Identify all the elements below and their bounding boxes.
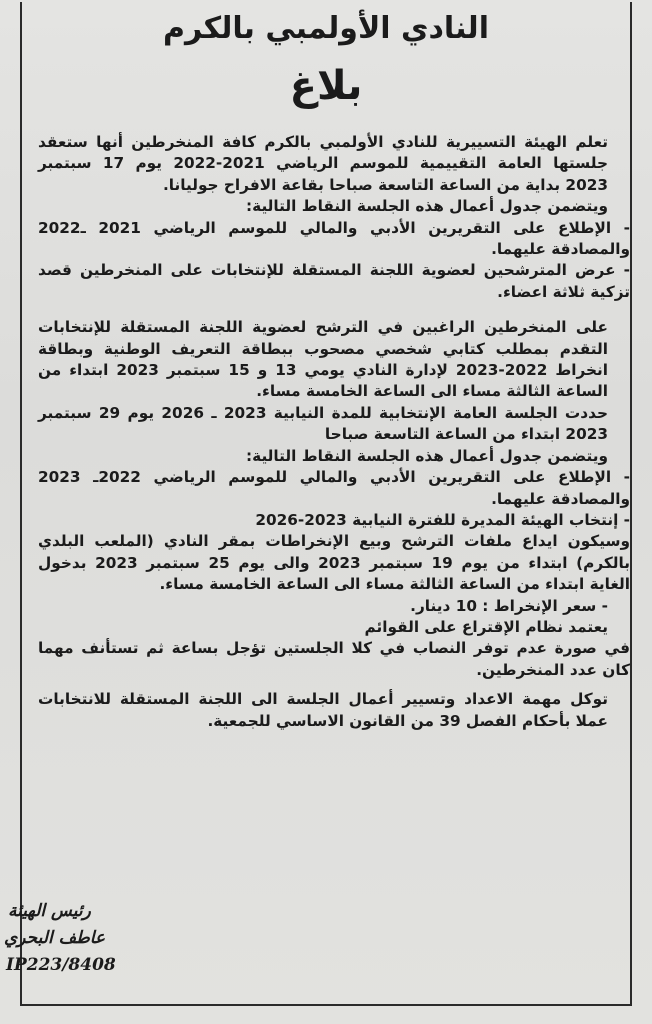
signature-block [0, 898, 120, 979]
agenda-item: - الإطلاع على التقريرين الأدبي والمالي للموسم الرياضي 2022ـ 2023 والمصادقة عليهما. [38, 468, 630, 508]
notice-header [0, 6, 652, 116]
paragraph-election-meeting: حددت الجلسة العامة الإنتخابية للمدة النيابية 2023 ـ 2026 يوم 29 سبتمبر 2023 ابتداء من الساعة التاسعة صباحا [38, 403, 609, 444]
agenda-item: - الإطلاع على التقريرين الأدبي والمالي للموسم الرياضي 2021 ـ2022 والمصادقة عليهما. [38, 218, 630, 259]
signature-name: عاطف البحري [4, 928, 106, 948]
paragraph-agenda-intro: ويتضمن جدول أعمال هذه الجلسة النقاط التالية: [246, 446, 608, 465]
paragraph-quorum: في صورة عدم توفر النصاب في كلا الجلستين تؤجل بساعة ثم تستأنف مهما كان عدد المنخرطين. [38, 639, 630, 679]
agenda-item: - إنتخاب الهيئة المديرة للفترة النيابية 2023-2026 [255, 510, 630, 529]
paragraph-agenda-intro: ويتضمن جدول أعمال هذه الجلسة النقاط التالية: [246, 197, 608, 216]
signature-reference: IP223/8408 [6, 955, 116, 975]
notice-title: بلاغ [289, 63, 363, 109]
club-name-title: النادي الأولمبي بالكرم [163, 11, 489, 46]
membership-fee: - سعر الإنخراط : 10 دينار. [410, 596, 608, 615]
voting-system: يعتمد نظام الإقتراع على القوائم [364, 617, 608, 636]
paragraph-candidacy: على المنخرطين الراغبين في الترشح لعضوية اللجنة المستقلة للإنتخابات التقدم بمطلب كتابي شخصي مصحوب ببطاقة التعريف الوطنية وبطاقة انخراط 2022-2023 لإدارة النادي يومي 13 و 15 سبتمبر 2023 ابتداء من الساعة الثالثة مساء الى الساعة الخامسة مساء. [38, 318, 608, 401]
signature-role: رئيس الهيئة [8, 901, 91, 921]
paragraph-committee: توكل مهمة الاعداد وتسيير أعمال الجلسة الى اللجنة المستقلة للانتخابات عملا بأحكام الفصل 39 من القانون الاساسي للجمعية. [38, 690, 608, 730]
paragraph-meeting-announcement: تعلم الهيئة التسييرية للنادي الأولمبي بالكرم كافة المنخرطين أنها ستعقد جلستها العامة التقييمية للموسم الرياضي 2021-2022 يوم 17 سبتمبر 2023 بداية من الساعة التاسعة صباحا بقاعة الافراح جوليانا. [38, 133, 608, 194]
agenda-item: - عرض المترشحين لعضوية اللجنة المستقلة للإنتخابات على المنخرطين قصد تزكية ثلاثة اعضاء. [38, 261, 630, 301]
paragraph-filing: وسيكون ايداع ملفات الترشح وبيع الإنخراطات بمقر النادي (الملعب البلدي بالكرم) ابتداء من يوم 19 سبتمبر 2023 والى يوم 25 سبتمبر 2023 بدخول الغاية ابتداء من الساعة الثالثة مساء الى الساعة الخامسة مساء. [38, 532, 631, 594]
notice-body [38, 132, 630, 732]
